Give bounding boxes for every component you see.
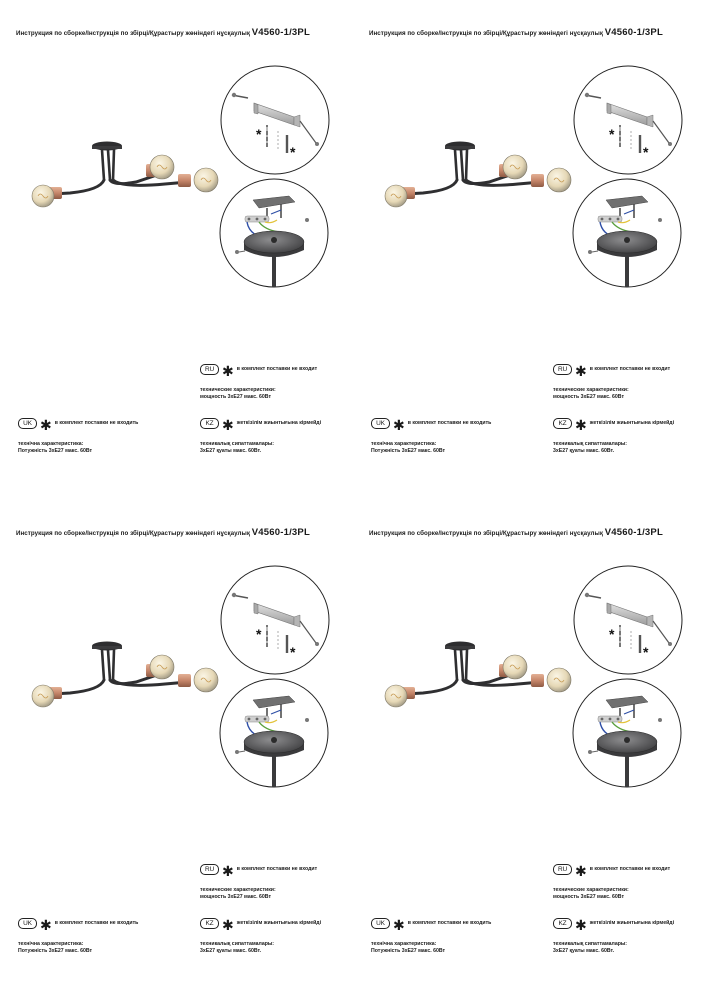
- kz-not-included-note: жеткізілім жиынтығына кірмейді: [236, 420, 322, 426]
- asterisk-icon: ✱: [222, 363, 234, 379]
- kz-specs-heading: техникалық сипаттамалары:: [553, 941, 628, 947]
- uk-specs-heading: технічна характеристика:: [18, 941, 84, 947]
- ru-not-included-note: в комплект поставки не входит: [589, 866, 671, 872]
- kz-specs-heading: техникалық сипаттамалары:: [553, 441, 628, 447]
- kz-section: [553, 916, 674, 955]
- ru-specs-heading: технические характеристики:: [200, 887, 276, 893]
- kz-section: [553, 416, 674, 455]
- uk-specs-value: Потужність 3хЕ27 макс. 60Вт: [18, 947, 93, 954]
- uk-specs-value: Потужність 3хЕ27 макс. 60Вт: [371, 447, 446, 454]
- kz-specs-heading: техникалық сипаттамалары:: [200, 941, 275, 947]
- ru-section: [200, 362, 317, 401]
- ru-section: [553, 862, 670, 901]
- kz-badge: KZ: [553, 918, 572, 929]
- ru-specs-value: мощность 3хЕ27 макс. 60Вт: [553, 393, 624, 400]
- kz-specs-value: 3хЕ27 қуаты макс. 60Вт.: [200, 447, 262, 454]
- uk-badge: UK: [18, 418, 37, 429]
- asterisk-icon: ✱: [575, 863, 587, 879]
- ru-section: [553, 362, 670, 401]
- instruction-panel-2: [353, 0, 706, 500]
- uk-specs-heading: технічна характеристика:: [371, 441, 437, 447]
- asterisk-icon: ✱: [575, 417, 587, 433]
- ru-not-included-note: в комплект поставки не входит: [236, 366, 318, 372]
- panel-title: [369, 527, 663, 538]
- panel-title: [369, 27, 663, 38]
- asterisk-icon: ✱: [40, 917, 52, 933]
- ru-badge: RU: [553, 864, 572, 875]
- asterisk-icon: ✱: [222, 863, 234, 879]
- ru-specs-value: мощность 3хЕ27 макс. 60Вт: [200, 893, 271, 900]
- instruction-panel-1: [0, 0, 353, 500]
- kz-specs-value: 3хЕ27 қуаты макс. 60Вт.: [553, 447, 615, 454]
- wiring-connection-detail: [219, 178, 329, 288]
- ceiling-lamp-illustration: [383, 630, 583, 720]
- mounting-bracket-detail: [220, 65, 330, 175]
- uk-not-included-note: в комплект поставки не входить: [54, 420, 139, 426]
- title-text: Инструкция по сборке/Інструкція по збірці/Құрастыру жөніндегі нұсқаулық: [369, 30, 603, 37]
- kz-not-included-note: жеткізілім жиынтығына кірмейді: [589, 920, 675, 926]
- ru-not-included-note: в комплект поставки не входит: [589, 366, 671, 372]
- uk-section: [18, 916, 138, 955]
- model-code: V4560-1/3PL: [251, 527, 310, 538]
- title-text: Инструкция по сборке/Інструкція по збірці/Құрастыру жөніндегі нұсқаулық: [16, 30, 250, 37]
- uk-not-included-note: в комплект поставки не входить: [54, 920, 139, 926]
- model-code: V4560-1/3PL: [604, 27, 663, 38]
- kz-badge: KZ: [200, 918, 219, 929]
- model-code: V4560-1/3PL: [251, 27, 310, 38]
- title-text: Инструкция по сборке/Інструкція по збірці/Құрастыру жөніндегі нұсқаулық: [16, 530, 250, 537]
- ru-badge: RU: [200, 864, 219, 875]
- ru-specs-heading: технические характеристики:: [200, 387, 276, 393]
- ru-badge: RU: [200, 364, 219, 375]
- wiring-connection-detail: [572, 678, 682, 788]
- wiring-connection-detail: [572, 178, 682, 288]
- kz-specs-value: 3хЕ27 қуаты макс. 60Вт.: [553, 947, 615, 954]
- ru-specs-value: мощность 3хЕ27 макс. 60Вт: [553, 893, 624, 900]
- asterisk-icon: ✱: [222, 417, 234, 433]
- kz-section: [200, 916, 321, 955]
- ru-specs-value: мощность 3хЕ27 макс. 60Вт: [200, 393, 271, 400]
- asterisk-icon: ✱: [575, 917, 587, 933]
- ru-specs-heading: технические характеристики:: [553, 887, 629, 893]
- ru-specs-heading: технические характеристики:: [553, 387, 629, 393]
- uk-section: [371, 916, 491, 955]
- panel-title: [16, 527, 310, 538]
- uk-section: [371, 416, 491, 455]
- asterisk-icon: ✱: [393, 417, 405, 433]
- uk-specs-value: Потужність 3хЕ27 макс. 60Вт: [18, 447, 93, 454]
- kz-not-included-note: жеткізілім жиынтығына кірмейді: [589, 420, 675, 426]
- model-code: V4560-1/3PL: [604, 527, 663, 538]
- uk-not-included-note: в комплект поставки не входить: [407, 920, 492, 926]
- uk-section: [18, 416, 138, 455]
- uk-badge: UK: [371, 418, 390, 429]
- kz-badge: KZ: [553, 418, 572, 429]
- uk-specs-heading: технічна характеристика:: [371, 941, 437, 947]
- uk-specs-heading: технічна характеристика:: [18, 441, 84, 447]
- ceiling-lamp-illustration: [30, 630, 230, 720]
- uk-not-included-note: в комплект поставки не входить: [407, 420, 492, 426]
- kz-specs-value: 3хЕ27 қуаты макс. 60Вт.: [200, 947, 262, 954]
- kz-not-included-note: жеткізілім жиынтығына кірмейді: [236, 920, 322, 926]
- kz-section: [200, 416, 321, 455]
- instruction-panel-3: [0, 500, 353, 1000]
- ru-section: [200, 862, 317, 901]
- title-text: Инструкция по сборке/Інструкція по збірці/Құрастыру жөніндегі нұсқаулық: [369, 530, 603, 537]
- instruction-panel-4: [353, 500, 706, 1000]
- ceiling-lamp-illustration: [383, 130, 583, 220]
- uk-specs-value: Потужність 3хЕ27 макс. 60Вт: [371, 947, 446, 954]
- kz-badge: KZ: [200, 418, 219, 429]
- ru-badge: RU: [553, 364, 572, 375]
- panel-title: [16, 27, 310, 38]
- wiring-connection-detail: [219, 678, 329, 788]
- asterisk-icon: ✱: [40, 417, 52, 433]
- asterisk-icon: ✱: [393, 917, 405, 933]
- mounting-bracket-detail: [573, 65, 683, 175]
- asterisk-icon: ✱: [575, 363, 587, 379]
- kz-specs-heading: техникалық сипаттамалары:: [200, 441, 275, 447]
- ru-not-included-note: в комплект поставки не входит: [236, 866, 318, 872]
- mounting-bracket-detail: [220, 565, 330, 675]
- uk-badge: UK: [371, 918, 390, 929]
- ceiling-lamp-illustration: [30, 130, 230, 220]
- uk-badge: UK: [18, 918, 37, 929]
- mounting-bracket-detail: [573, 565, 683, 675]
- asterisk-icon: ✱: [222, 917, 234, 933]
